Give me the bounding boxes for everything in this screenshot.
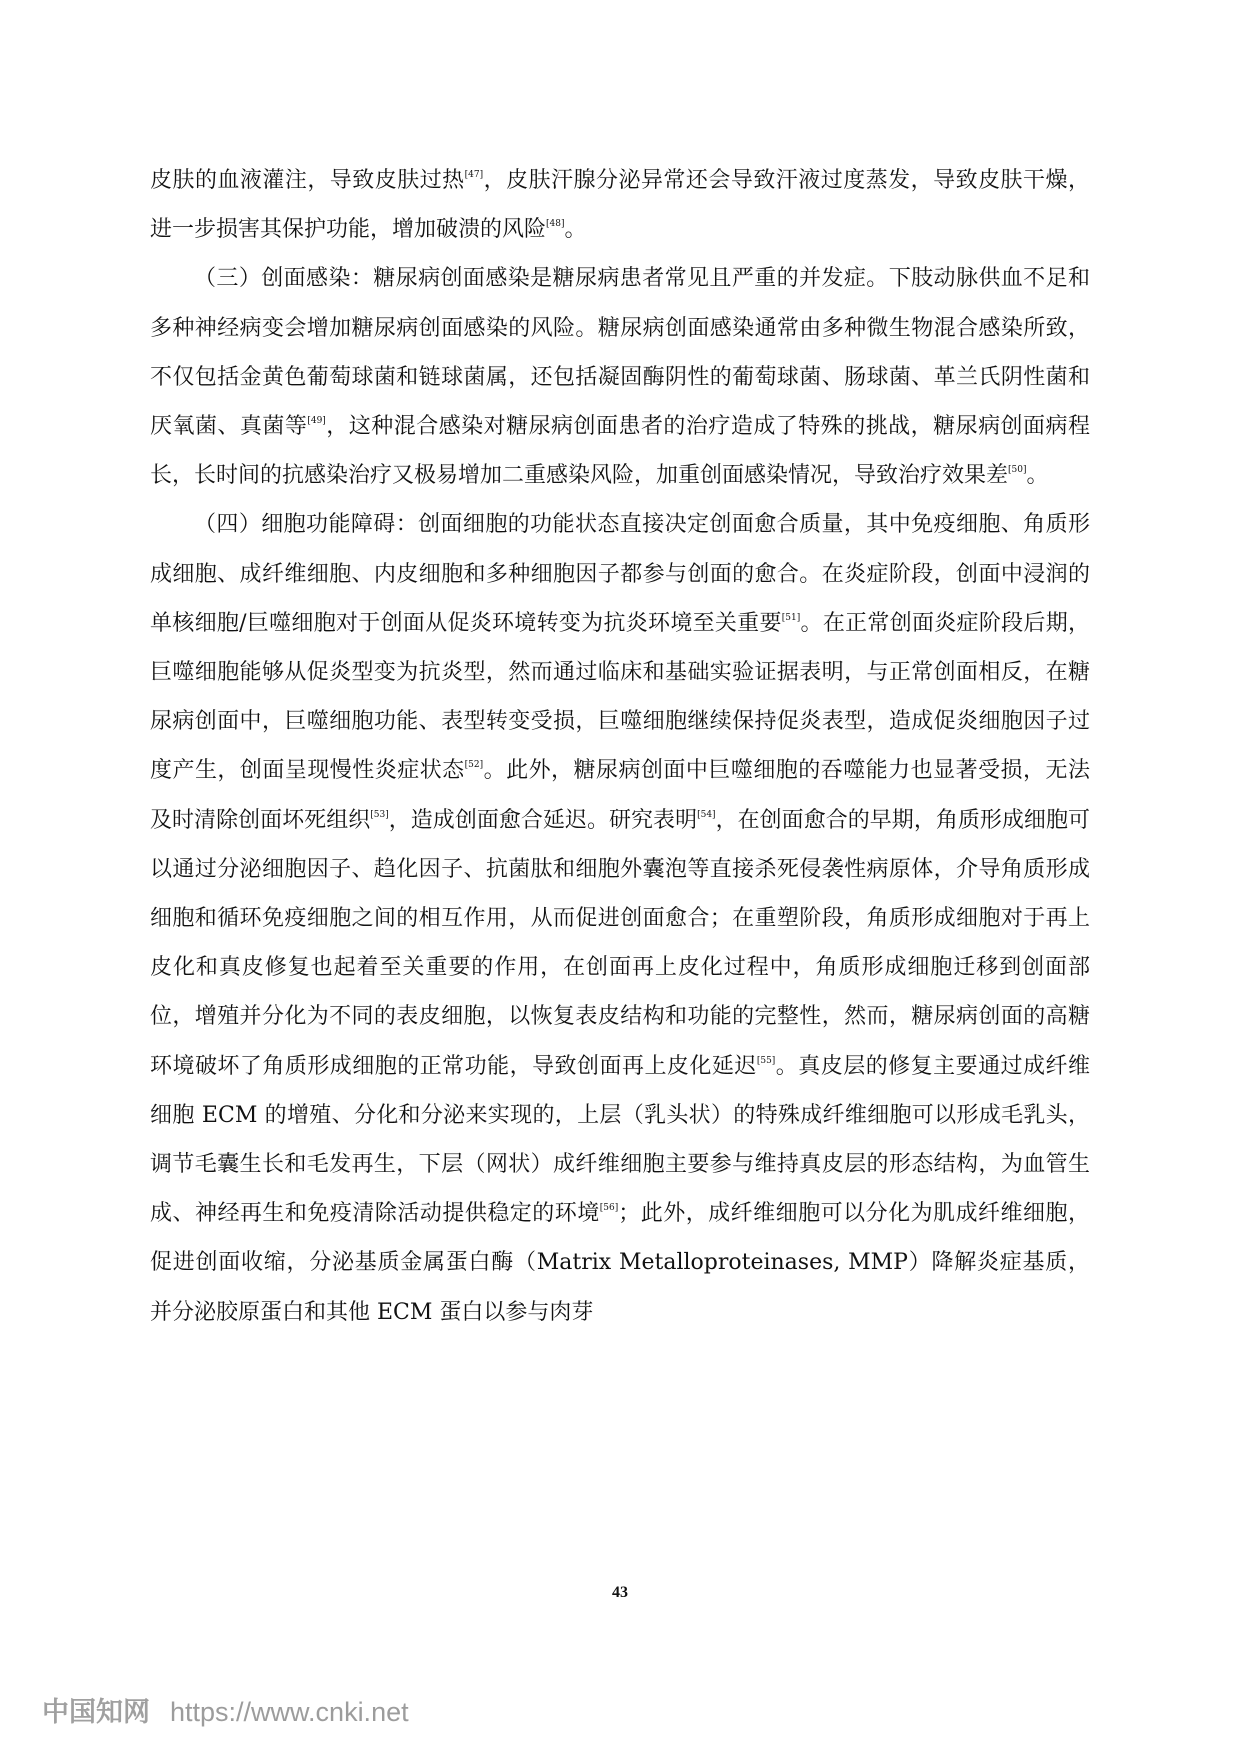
paragraph-text: ，造成创面愈合延迟。研究表明 [388, 807, 698, 833]
citation-ref: [54] [697, 809, 716, 820]
paragraph-text: 。在正常创面炎症阶段后期，巨噬细胞能够从促炎型变为抗炎型，然而通过临床和基础实验证据表明，与正常创面相反，在糖尿病创面中，巨噬细胞功能、表型转变受损，巨噬细胞继续保持促炎表型，造成促炎细胞因子过度产生，创面呈现慢性炎症状态 [150, 610, 1090, 784]
paragraph-text: 。真皮层的修复主要通过成纤维细胞 ECM 的增殖、分化和分泌来实现的，上层（乳头状）的特殊成纤维细胞可以形成毛乳头，调节毛囊生长和毛发再生，下层（网状）成纤维细胞主要参与维持真皮层的形态结构，为血管生成、神经再生和免疫清除活动提供稳定的环境 [150, 1053, 1090, 1227]
paragraph-text: 。 [564, 217, 587, 243]
citation-ref: [55] [756, 1055, 776, 1066]
citation-ref: [51] [781, 612, 801, 623]
paragraph-text: （三）创面感染：糖尿病创面感染是糖尿病患者常见且严重的并发症。下肢动脉供血不足和多种神经病变会增加糖尿病创面感染的风险。糖尿病创面感染通常由多种微生物混合感染所致，不仅包括金黄色葡萄球菌和链球菌属，还包括凝固酶阴性的葡萄球菌、肠球菌、革兰氏阴性菌和厌氧菌、真菌等 [150, 266, 1090, 440]
paragraph-text: 皮肤的血液灌注，导致皮肤过热 [150, 168, 465, 193]
cnki-logo: 中国知网 [42, 1697, 150, 1728]
paragraph-text: ；此外，成纤维细胞可以分化为肌成纤维细胞，促进创面收缩，分泌基质金属蛋白酶（Matrix Metalloproteinases, MMP）降解炎症基质，并分泌胶原蛋白和其他 ECM 蛋白以参与肉芽 [150, 1201, 1090, 1325]
paragraph-text: 。此外，糖尿病创面中巨噬细胞的吞噬能力也显著受损，无法及时清除创面坏死组织 [150, 758, 1090, 833]
citation-ref: [52] [464, 760, 484, 771]
page-body [150, 156, 1090, 1337]
body-paragraph [150, 500, 1090, 1336]
paragraph-text: ，这种混合感染对糖尿病创面患者的治疗造成了特殊的挑战，糖尿病创面病程长，长时间的抗感染治疗又极易增加二重感染风险，加重创面感染情况，导致治疗效果差 [150, 414, 1090, 489]
citation-ref: [56] [599, 1203, 619, 1214]
watermark-url: https://www.cnki.net [170, 1697, 409, 1727]
citation-ref: [47] [464, 170, 484, 180]
paragraph-text: ，皮肤汗腺分泌异常还会导致汗液过度蒸发，导致皮肤干燥，进一步损害其保护功能，增加破溃的风险 [150, 168, 1090, 243]
citation-ref: [48] [546, 219, 565, 230]
paragraph-text: ，在创面愈合的早期，角质形成细胞可以通过分泌细胞因子、趋化因子、抗菌肽和细胞外囊泡等直接杀死侵袭性病原体，介导角质形成细胞和循环免疫细胞之间的相互作用，从而促进创面愈合；在重塑阶段，角质形成细胞对于再上皮化和真皮修复也起着至关重要的作用，在创面再上皮化过程中，角质形成细胞迁移到创面部位，增殖并分化为不同的表皮细胞，以恢复表皮结构和功能的完整性，然而，糖尿病创面的高糖环境破坏了角质形成细胞的正常功能，导致创面再上皮化延迟 [150, 807, 1090, 1079]
page-number: 43 [612, 1584, 628, 1601]
paragraph-text: 。 [1026, 463, 1049, 489]
watermark [42, 1690, 409, 1729]
citation-ref: [50] [1008, 465, 1027, 476]
citation-ref: [53] [370, 809, 389, 820]
body-paragraph [150, 156, 1090, 254]
citation-ref: [49] [307, 416, 326, 427]
paragraph-text: （四）细胞功能障碍：创面细胞的功能状态直接决定创面愈合质量，其中免疫细胞、角质形成细胞、成纤维细胞、内皮细胞和多种细胞因子都参与创面的愈合。在炎症阶段，创面中浸润的单核细胞/巨噬细胞对于创面从促炎环境转变为抗炎环境至关重要 [150, 512, 1090, 636]
body-paragraph [150, 254, 1090, 500]
